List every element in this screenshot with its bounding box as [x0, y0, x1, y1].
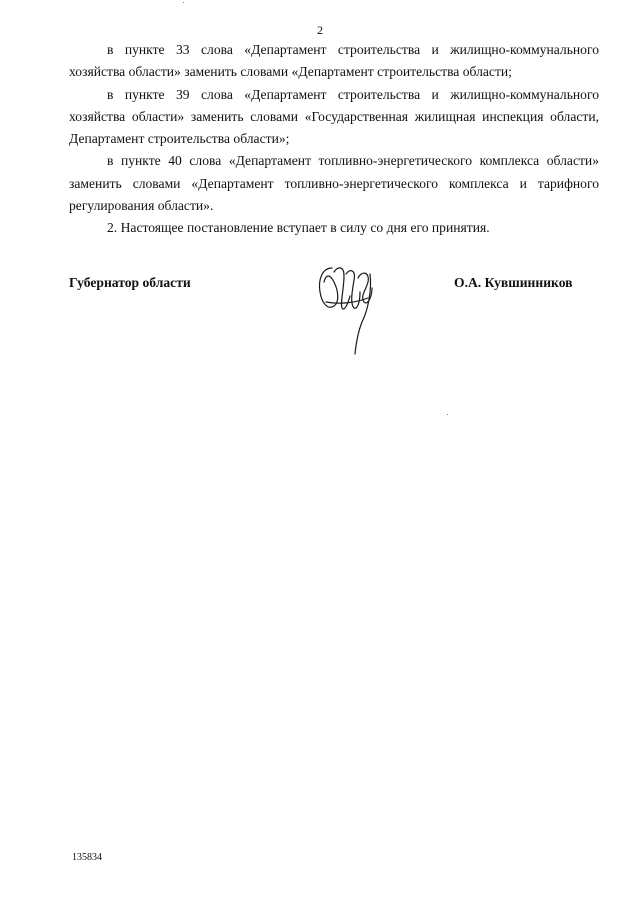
document-body	[69, 39, 599, 240]
handwritten-signature	[312, 260, 378, 356]
signatory-name: О.А. Кувшинников	[454, 275, 573, 290]
document-code: 135834	[72, 852, 102, 863]
scan-speck	[447, 414, 448, 415]
paragraph-item-33: в пункте 33 слова «Департамент строительства и жилищно-коммунального хозяйства области» заменить словами «Департамент строительства области;	[69, 42, 599, 80]
paragraph-effective-date: 2. Настоящее постановление вступает в силу со дня его принятия.	[107, 220, 490, 236]
paragraph-item-39: в пункте 39 слова «Департамент строительства и жилищно-коммунального хозяйства области» заменить словами «Государственная жилищная инспекция области, Департамент строительства области»;	[69, 86, 599, 147]
scan-speck	[183, 2, 184, 3]
paragraph-item-40: в пункте 40 слова «Департамент топливно-энергетического комплекса области» заменить словами «Департамент топливно-энергетического комплекса и тарифного регулирования области».	[69, 153, 599, 214]
page-number: 2	[317, 23, 323, 37]
signatory-title: Губернатор области	[69, 275, 191, 290]
